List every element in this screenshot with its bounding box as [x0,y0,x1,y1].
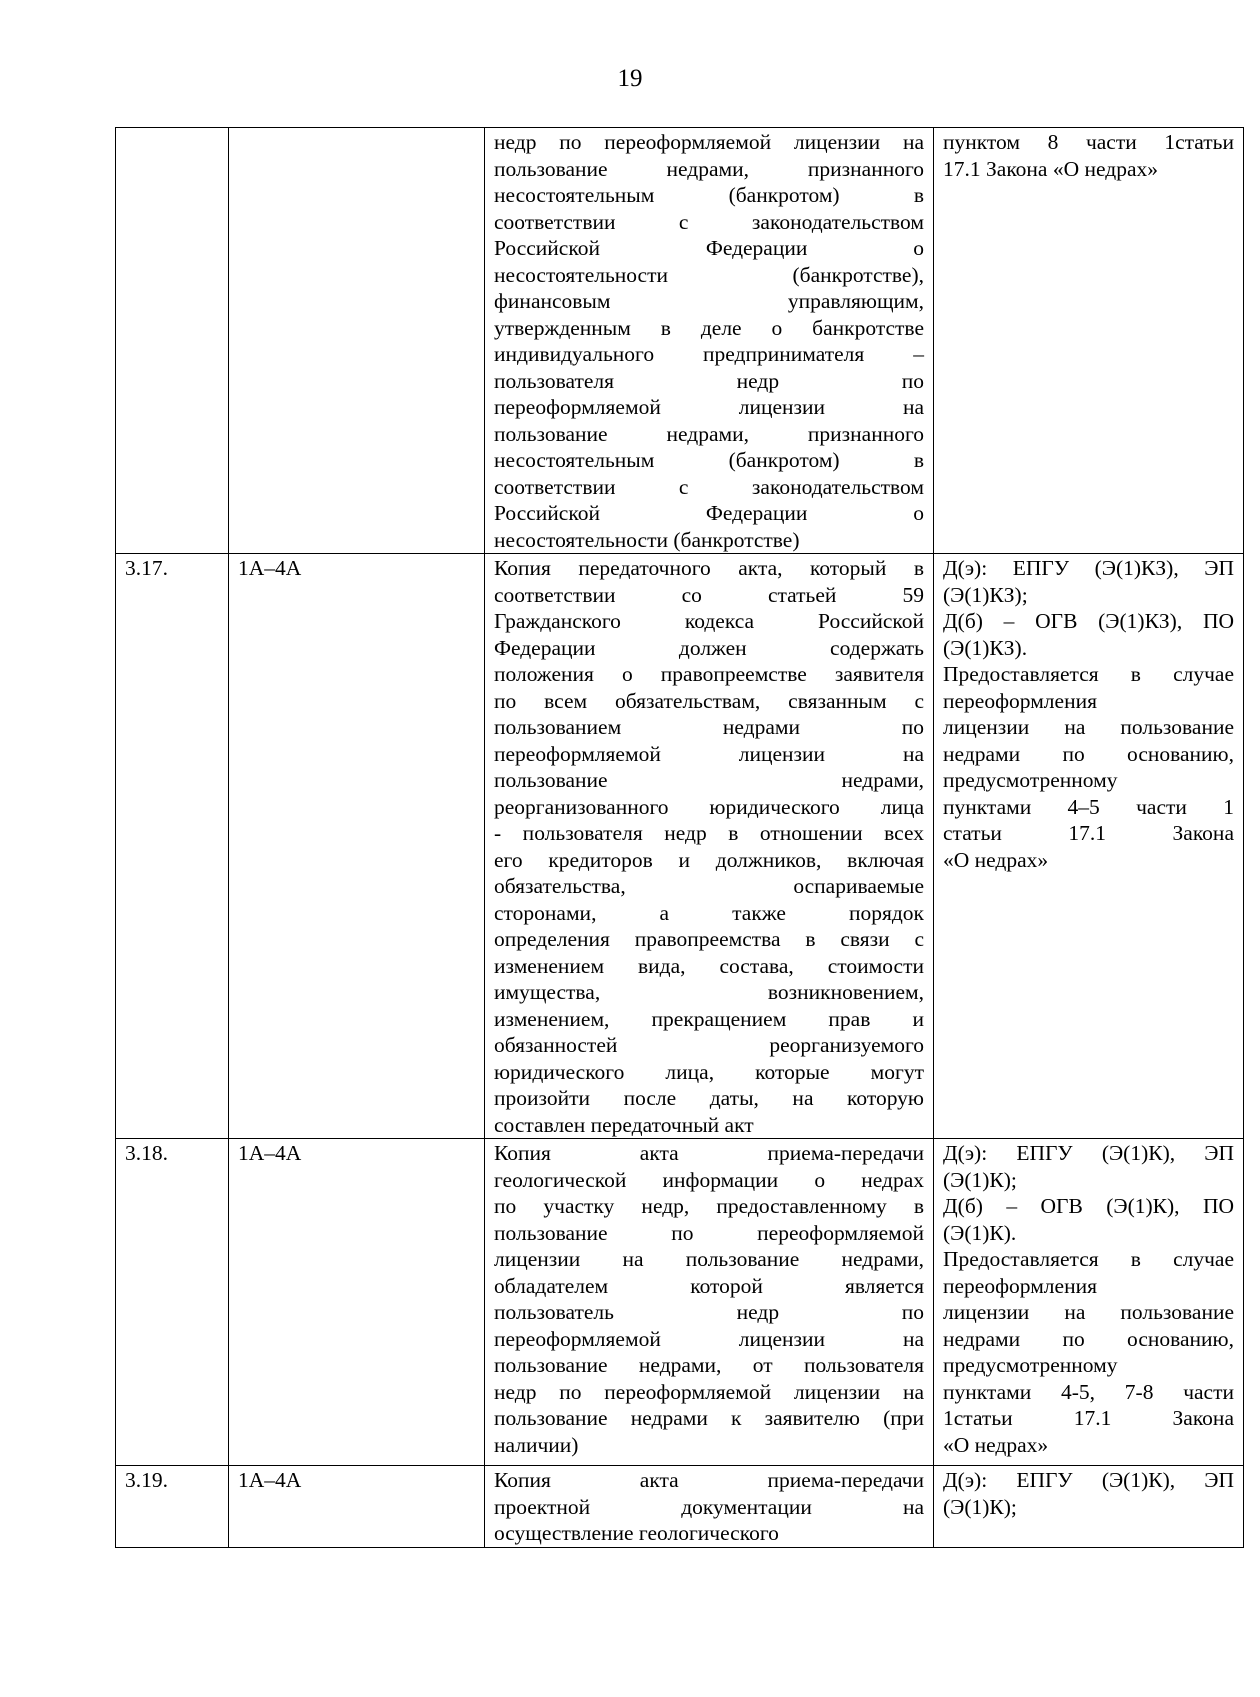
text-line: Предоставляется в случае [943,662,1234,686]
submission-note-cell [934,128,1244,554]
text-line: Российской Федерации о [494,501,924,525]
row-code-cell: 1А–4А [229,554,485,1139]
text-line: переоформляемой лицензии на [494,1326,924,1351]
text-line: индивидуального предпринимателя – [494,342,924,366]
text-line: определения правопреемства в связи с [494,927,924,951]
text-line: предусмотренному [943,1353,1118,1377]
text-line: недр по переоформляемой лицензии на [494,1379,924,1404]
text-line: Российской Федерации о [494,236,924,260]
text-line: осуществление геологического [494,1521,779,1545]
text-line: несостоятельным (банкротом) в [494,448,924,472]
text-line: лицензии на пользование [943,1300,1234,1324]
text-line: проектной документации на [494,1494,924,1519]
row-code-cell [229,128,485,554]
text-line: переоформления [943,688,1097,713]
table-row [116,1466,1244,1548]
text-line: геологической информации о недрах [494,1167,924,1192]
text-line: несостоятельности (банкротстве), [494,262,924,287]
text-line: (Э(1)КЗ); [943,582,1028,607]
text-line: пользование недрами, признанного [494,421,924,446]
text-line: пользователь недр по [494,1300,924,1324]
text-line: пользование недрами, [494,768,924,792]
text-line: Д(э): ЕПГУ (Э(1)К), ЭП [943,1468,1234,1492]
text-line: Федерации должен содержать [494,635,924,660]
row-number-cell [116,128,229,554]
row-code-cell: 1А–4А [229,1466,485,1548]
text-line: пунктом 8 части 1статьи [943,130,1234,154]
text-line: соответствии со статьей 59 [494,582,924,607]
text-line: изменением, прекращением прав и [494,1006,924,1031]
text-line: статьи 17.1 Закона [943,821,1234,845]
text-line: обладателем которой является [494,1273,924,1298]
text-line: наличии) [494,1432,579,1457]
document-description-cell [485,554,934,1139]
row-code-cell: 1А–4А [229,1139,485,1466]
text-line: 17.1 Закона «О недрах» [943,156,1158,181]
text-line: обязательства, оспариваемые [494,874,924,898]
row-number-cell: 3.19. [116,1466,229,1548]
row-number-cell: 3.17. [116,554,229,1139]
text-line: пунктами 4-5, 7-8 части [943,1379,1234,1404]
text-line: предусмотренному [943,768,1118,792]
text-line: недр по переоформляемой лицензии на [494,130,924,154]
text-line: сторонами, а также порядок [494,900,924,925]
text-line: соответствии с законодательством [494,209,924,234]
text-line: пользованием недрами по [494,715,924,739]
text-line: (Э(1)К); [943,1494,1017,1519]
text-line: Копия акта приема-передачи [494,1141,924,1165]
text-line: переоформляемой лицензии на [494,395,924,419]
text-line: изменением вида, состава, стоимости [494,953,924,978]
text-line: его кредиторов и должников, включая [494,847,924,872]
document-description-cell [485,1466,934,1548]
text-line: составлен передаточный акт [494,1112,754,1137]
submission-note-cell [934,1139,1244,1466]
text-line: Д(б) – ОГВ (Э(1)К), ПО [943,1194,1234,1218]
document-description-cell [485,128,934,554]
page-number: 19 [617,65,643,92]
text-line: Копия акта приема-передачи [494,1468,924,1492]
text-line: переоформления [943,1273,1097,1298]
submission-note-cell [934,1466,1244,1548]
text-line: утвержденным в деле о банкротстве [494,315,924,340]
text-line: Копия передаточного акта, который в [494,556,924,580]
text-line: несостоятельным (банкротом) в [494,183,924,207]
text-line: юридического лица, которые могут [494,1059,924,1084]
text-line: реорганизованного юридического лица [494,794,924,819]
text-line: имущества, возникновением, [494,980,924,1004]
text-line: (Э(1)КЗ). [943,635,1028,660]
text-line: «О недрах» [943,1432,1049,1457]
text-line: произойти после даты, на которую [494,1086,924,1110]
row-number-cell: 3.18. [116,1139,229,1466]
text-line: (Э(1)К); [943,1167,1017,1192]
text-line: - пользователя недр в отношении всех [494,821,924,845]
text-line: недрами по основанию, [943,1326,1234,1351]
text-line: несостоятельности (банкротстве) [494,527,800,552]
table-row [116,554,1244,1139]
text-line: обязанностей реорганизуемого [494,1033,924,1057]
text-line: лицензии на пользование [943,715,1234,739]
text-line: Предоставляется в случае [943,1247,1234,1271]
text-line: Д(б) – ОГВ (Э(1)КЗ), ПО [943,609,1234,633]
text-line: переоформляемой лицензии на [494,741,924,766]
text-line: 1статьи 17.1 Закона [943,1406,1234,1430]
text-line: лицензии на пользование недрами, [494,1247,924,1271]
text-line: пользование недрами к заявителю (при [494,1406,924,1430]
text-line: пользование недрами, от пользователя [494,1353,924,1377]
text-line: пунктами 4–5 части 1 [943,794,1234,819]
text-line: положения о правопреемстве заявителя [494,662,924,686]
text-line: Д(э): ЕПГУ (Э(1)КЗ), ЭП [943,556,1234,580]
text-line: пользователя недр по [494,368,924,393]
text-line: Д(э): ЕПГУ (Э(1)К), ЭП [943,1141,1234,1165]
text-line: (Э(1)К). [943,1220,1017,1245]
text-line: Гражданского кодекса Российской [494,609,924,633]
text-line: «О недрах» [943,847,1049,872]
table-row [116,128,1244,554]
text-line: пользование по переоформляемой [494,1220,924,1245]
text-line: пользование недрами, признанного [494,156,924,181]
document-description-cell [485,1139,934,1466]
documents-table [115,127,1244,1548]
text-line: финансовым управляющим, [494,289,924,313]
table-row [116,1139,1244,1466]
submission-note-cell [934,554,1244,1139]
text-line: по участку недр, предоставленному в [494,1194,924,1218]
text-line: недрами по основанию, [943,741,1234,766]
text-line: соответствии с законодательством [494,474,924,499]
text-line: по всем обязательствам, связанным с [494,688,924,713]
